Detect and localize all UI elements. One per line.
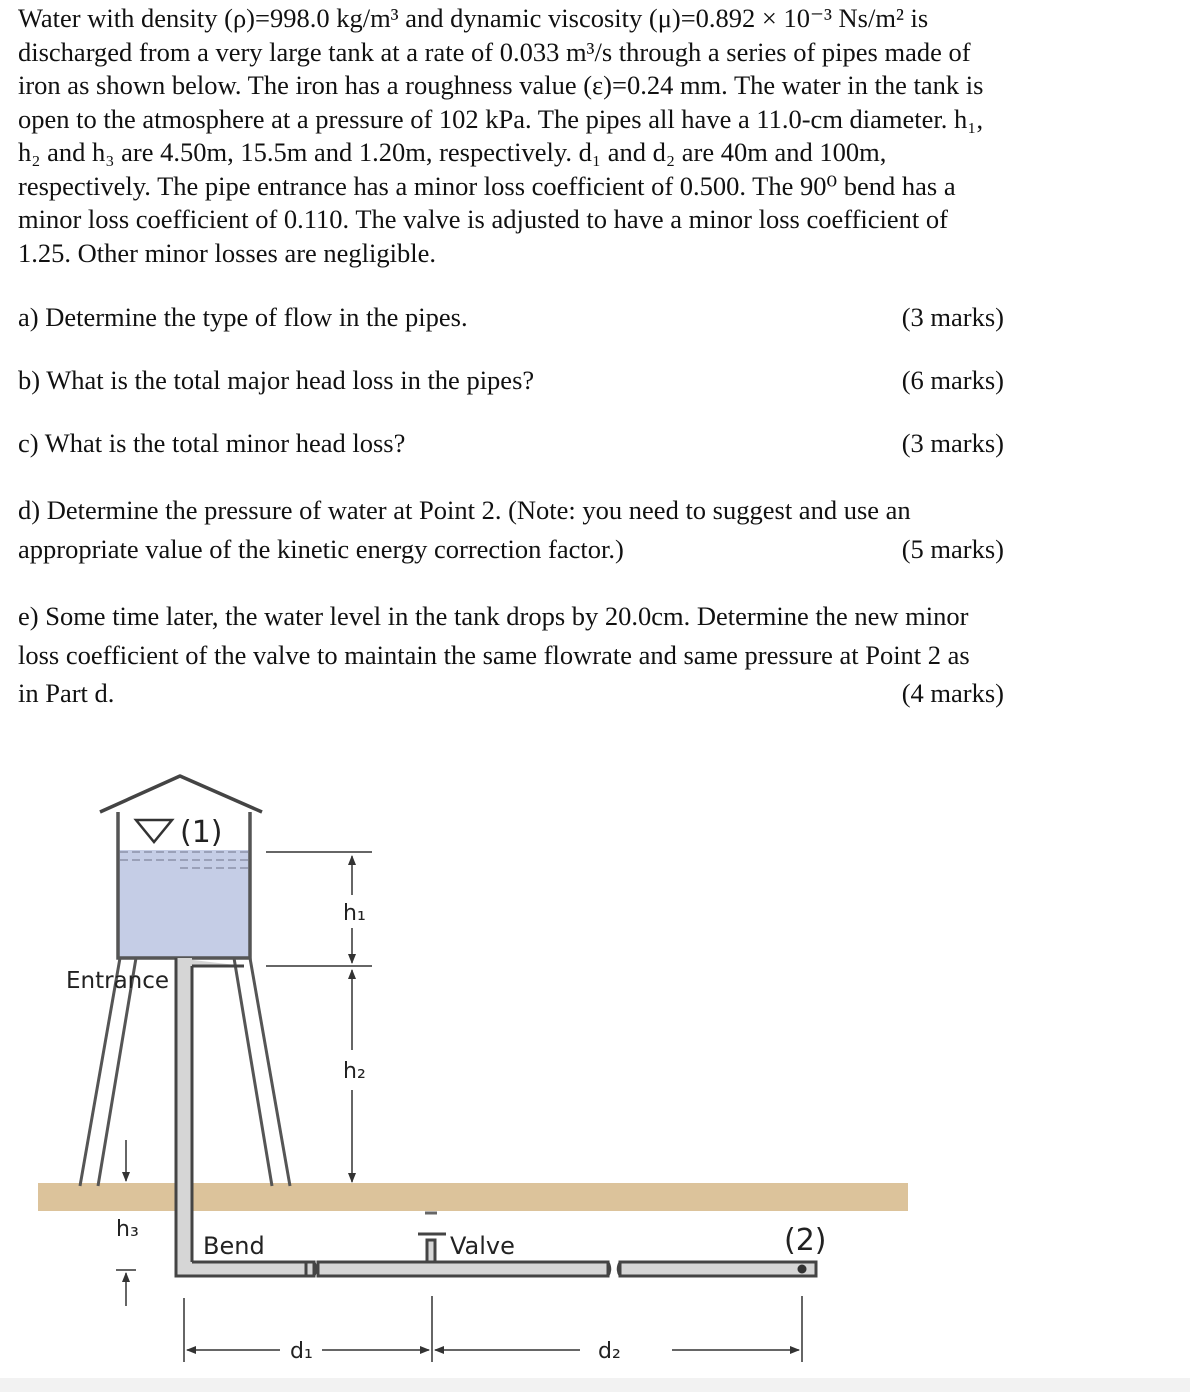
question-a-marks: (3 marks) <box>901 302 1004 332</box>
question-b-marks: (6 marks) <box>901 365 1004 395</box>
intro-line: 1.25. Other minor losses are negligible. <box>18 237 437 268</box>
bend-label: Bend <box>203 1232 265 1260</box>
tank-water <box>118 850 250 958</box>
question-e-line: loss coefficient of the valve to maintain the same flowrate and same pressure at Point 2 as <box>18 639 970 670</box>
point-2-label: (2) <box>784 1223 827 1258</box>
intro-line: respectively. The pipe entrance has a minor loss coefficient of 0.500. The 90⁰ bend has a <box>18 170 956 201</box>
d-dimensions <box>184 1296 802 1362</box>
intro-line: Water with density (ρ)=998.0 kg/m³ and dynamic viscosity (μ)=0.892 × 10⁻³ Ns/m² is <box>18 3 929 33</box>
question-d-marks: (5 marks) <box>901 533 1004 564</box>
question-d-line: appropriate value of the kinetic energy correction factor.) <box>18 533 624 564</box>
intro-line: h₂ and h₃ are 4.50m, 15.5m and 1.20m, respectively. d₁ and d₂ are 40m and 100m, <box>18 137 887 167</box>
entrance-label: Entrance <box>66 968 170 994</box>
h2-label: h₂ <box>343 1059 366 1084</box>
tank-roof <box>100 776 262 812</box>
h1-label: h₁ <box>343 901 366 926</box>
question-c-marks: (3 marks) <box>901 428 1004 458</box>
question-e-line: e) Some time later, the water level in the tank drops by 20.0cm. Determine the new minor <box>18 601 969 631</box>
intro-line: minor loss coefficient of 0.110. The valve is adjusted to have a minor loss coefficient of <box>18 204 948 234</box>
page-bottom-edge <box>0 1378 1190 1392</box>
ground <box>38 1183 908 1211</box>
d2-label: d₂ <box>598 1339 621 1364</box>
point-1-label: (1) <box>180 815 223 850</box>
pipe-segments <box>306 1262 816 1276</box>
question-d-line: d) Determine the pressure of water at Point 2. (Note: you need to suggest and use an <box>18 495 911 525</box>
question-c-text: c) What is the total minor head loss? <box>18 428 406 458</box>
h3-label: h₃ <box>116 1217 139 1242</box>
intro-line: open to the atmosphere at a pressure of 102 kPa. The pipes all have a 11.0-cm diameter. h₁, <box>18 103 984 134</box>
question-e-line: in Part d. <box>18 678 115 708</box>
point-2-marker <box>798 1265 807 1274</box>
question-b-text: b) What is the total major head loss in the pipes? <box>18 365 535 395</box>
intro-line: iron as shown below. The iron has a roughness value (ε)=0.24 mm. The water in the tank is <box>18 70 984 100</box>
intro-line: discharged from a very large tank at a rate of 0.033 m³/s through a series of pipes made of <box>18 36 971 67</box>
valve-icon <box>418 1234 446 1262</box>
valve-label: Valve <box>450 1232 515 1260</box>
free-surface-icon <box>136 820 172 842</box>
question-a-text: a) Determine the type of flow in the pipes. <box>18 302 468 332</box>
question-e-marks: (4 marks) <box>901 678 1004 708</box>
d1-label: d₁ <box>290 1339 313 1364</box>
